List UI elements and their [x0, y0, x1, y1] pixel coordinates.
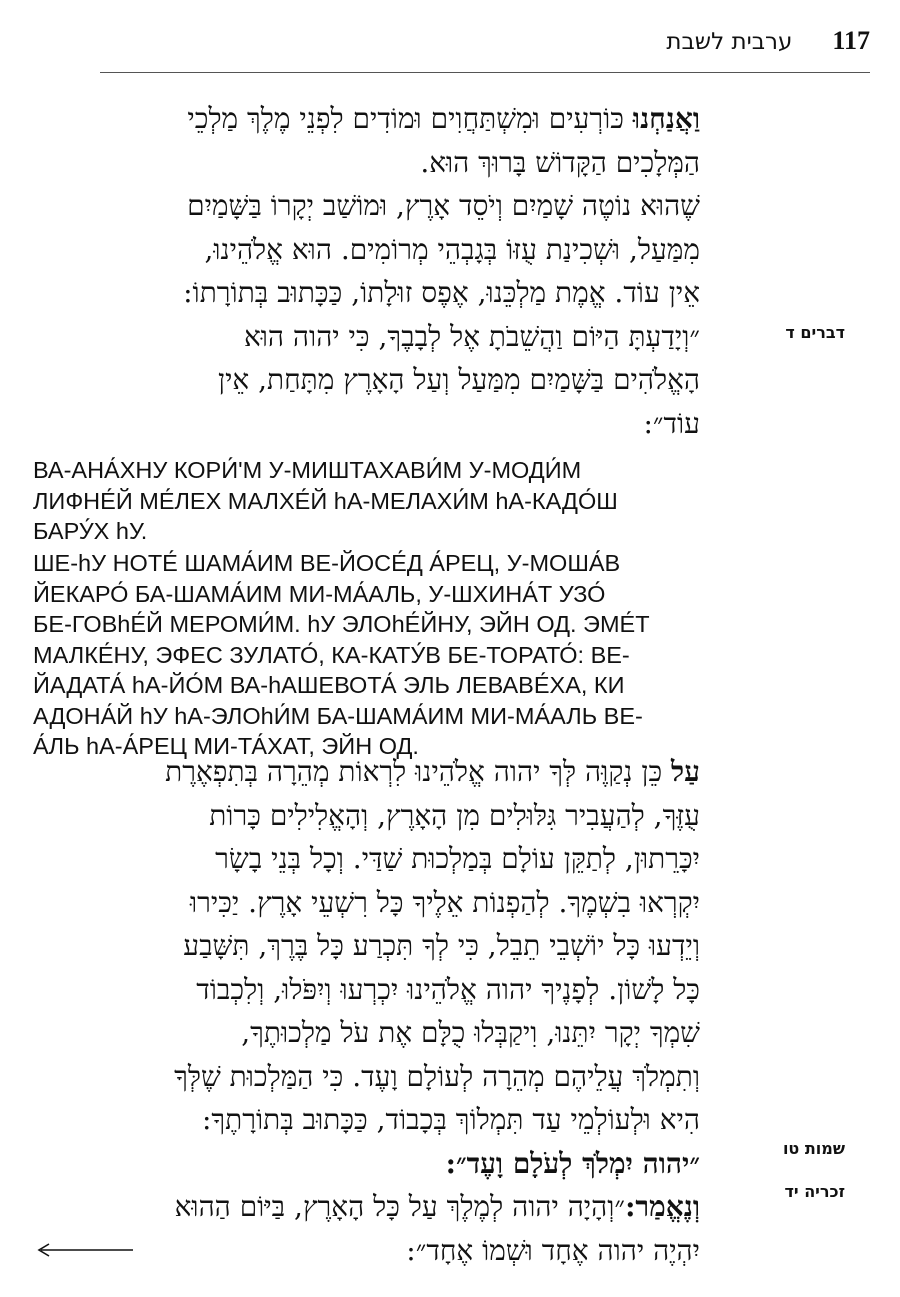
- translit-line: А́ЛЬ hА-А́РЕЦ МИ-ТА́ХАТ, ЭЙН ОД.: [33, 733, 419, 759]
- translit-line: АДОНА́Й hУ hА-ЭЛОhИ́М БА-ШАМА́ИМ МИ-МА́АЛЬ ВЕ-: [33, 702, 643, 729]
- translit-line: БАРУ́Х hУ.: [33, 518, 148, 544]
- hebrew-line: וְתִמְלֹךְ עֲלֵיהֶם מְהֵרָה לְעוֹלָם וָעֶד. כִּי הַמַּלְכוּת שֶׁלְּךָ: [174, 1059, 700, 1093]
- hebrew-line: מִמַּעַל, וּשְׁכִינַת עֻזּוֹ בְּגָבְהֵי מְרוֹמִים. הוּא אֱלֹהֵינוּ,: [204, 232, 700, 266]
- translit-line: ЙЕКАРО́ БА-ШАМА́ИМ МИ-МА́АЛЬ, У-ШХИНА́Т УЗО́: [33, 580, 606, 607]
- hebrew-line: וַאֲנַחְנוּ כּוֹרְעִים וּמִשְׁתַּחֲוִים וּמוֹדִים לִפְנֵי מֶלֶךְ מַלְכֵי: [187, 102, 700, 135]
- translit-line: ЛИФНЕ́Й МЕ́ЛЕХ МАЛХЕ́Й hА-МЕЛАХИ́М hА-КАДО́Ш: [33, 487, 618, 514]
- translit-line: ВА-АНА́ХНУ КОРИ́'М У-МИШТАХАВИ́М У-МОДИ́М: [33, 457, 582, 483]
- hebrew-paragraph-aleinu-vaanachnu: [100, 97, 700, 445]
- lead-word: וַאֲנַחְנוּ: [632, 102, 700, 135]
- hebrew-line: עַל כֵּן נְקַוֶּה לְּךָ יהוה אֱלֹהֵינוּ לִרְאוֹת מְהֵרָה בְּתִפְאֶרֶת: [165, 755, 700, 788]
- hebrew-line: הַמְּלָכִים הַקָּדוֹשׁ בָּרוּךְ הוּא.: [420, 145, 700, 179]
- hebrew-line: ״וְיָדַעְתָּ הַיּוֹם וַהֲשֵׁבֹתָ אֶל לְבָבֶךָ, כִּי יהוה הוּא: [243, 319, 700, 353]
- transliteration-paragraph-1: [33, 455, 703, 547]
- translit-line: БЕ-ГОВhЕ́Й МЕРОМИ́М. hУ ЭЛОhЕ́ЙНУ, ЭЙН ОД. ЭМЕ́Т: [33, 611, 650, 637]
- translit-line: ШЕ-hУ НОТЕ́ ШАМА́ИМ ВЕ-ЙОСЕ́Д А́РЕЦ, У-МОША́В: [33, 550, 621, 576]
- hebrew-line: ״יהוה יִמְלֹךְ לְעֹלָם וָעֶד״:: [445, 1146, 700, 1180]
- page-number: 117: [832, 26, 870, 55]
- hebrew-line: שֶׁהוּא נוֹטֶה שָׁמַיִם וְיֹסֵד אָרֶץ, וּמוֹשַׁב יְקָרוֹ בַּשָּׁמַיִם: [187, 189, 700, 222]
- transliteration-paragraph-2: [33, 548, 703, 762]
- hebrew-line: וְיֵדְעוּ כָּל יוֹשְׁבֵי תֵבֵל, כִּי לְךָ תִּכְרַע כָּל בֶּרֶךְ, תִּשָּׁבַע: [183, 929, 700, 962]
- translit-line: ЙАДАТА́ hА-ЙО́М ВА-hАШЕВОТА́ ЭЛЬ ЛЕВАВЕ́ХА, КИ: [33, 672, 625, 698]
- hebrew-line: עֻזֶּךָ, לְהַעֲבִיר גִּלּוּלִים מִן הָאָרֶץ, וְהָאֱלִילִים כָּרוֹת: [209, 798, 700, 832]
- hebrew-line: כָּל לָשׁוֹן. לְפָנֶיךָ יהוה אֱלֹהֵינוּ יִכְרְעוּ וְיִפֹּלוּ, וְלִכְבוֹד: [196, 972, 700, 1006]
- header-rule: [100, 72, 870, 73]
- continue-arrow-icon: [35, 1242, 135, 1258]
- hebrew-line: שִׁמְךָ יְקָר יִתֵּנוּ, וִיקַבְּלוּ כֻלָּם אֶת עֹל מַלְכוּתֶךָ,: [241, 1016, 700, 1049]
- hebrew-line: יִכָּרֵתוּן, לְתַקֵּן עוֹלָם בְּמַלְכוּת שַׁדַּי. וְכָל בְּנֵי בָשָׂר: [215, 842, 700, 875]
- hebrew-line: יִהְיֶה יהוה אֶחָד וּשְׁמוֹ אֶחָד״:: [406, 1233, 700, 1267]
- citation-exodus: שמות טו: [782, 1139, 845, 1158]
- citation-deuteronomy: דברים ד: [785, 323, 845, 342]
- running-header: [580, 26, 870, 62]
- lead-word: עַל: [671, 755, 700, 788]
- hebrew-line: אֵין עוֹד. אֱמֶת מַלְכֵּנוּ, אֶפֶס זוּלָתוֹ, כַּכָּתוּב בְּתוֹרָתוֹ:: [183, 276, 700, 309]
- hebrew-paragraph-al-ken: [100, 750, 700, 1272]
- hebrew-line: הִיא וּלְעוֹלְמֵי עַד תִּמְלוֹךְ בְּכָבוֹד, כַּכָּתוּב בְּתוֹרָתֶךָ:: [201, 1103, 700, 1136]
- hebrew-line: וְנֶאֱמַר:״וְהָיָה יהוה לְמֶלֶךְ עַל כָּל הָאָרֶץ, בַּיּוֹם הַהוּא: [174, 1190, 700, 1223]
- header-title: ערבית לשבת: [666, 29, 793, 55]
- hebrew-line: יִקְרְאוּ בִשְׁמֶךָ. לְהַפְנוֹת אֵלֶיךָ כָּל רִשְׁעֵי אָרֶץ. יַכִּירוּ: [189, 885, 700, 919]
- hebrew-line: הָאֱלֹהִים בַּשָּׁמַיִם מִמַּעַל וְעַל הָאָרֶץ מִתָּחַת, אֵין: [217, 363, 700, 396]
- hebrew-line: עוֹד״:: [643, 406, 700, 440]
- translit-line: МАЛКЕ́НУ, ЭФЕС ЗУЛАТО́, КА-КАТУ́В БЕ-ТОРАТО́: ВЕ-: [33, 641, 630, 668]
- lead-word: וְנֶאֱמַר:: [625, 1190, 700, 1223]
- citation-zechariah: זכריה יד: [784, 1182, 845, 1201]
